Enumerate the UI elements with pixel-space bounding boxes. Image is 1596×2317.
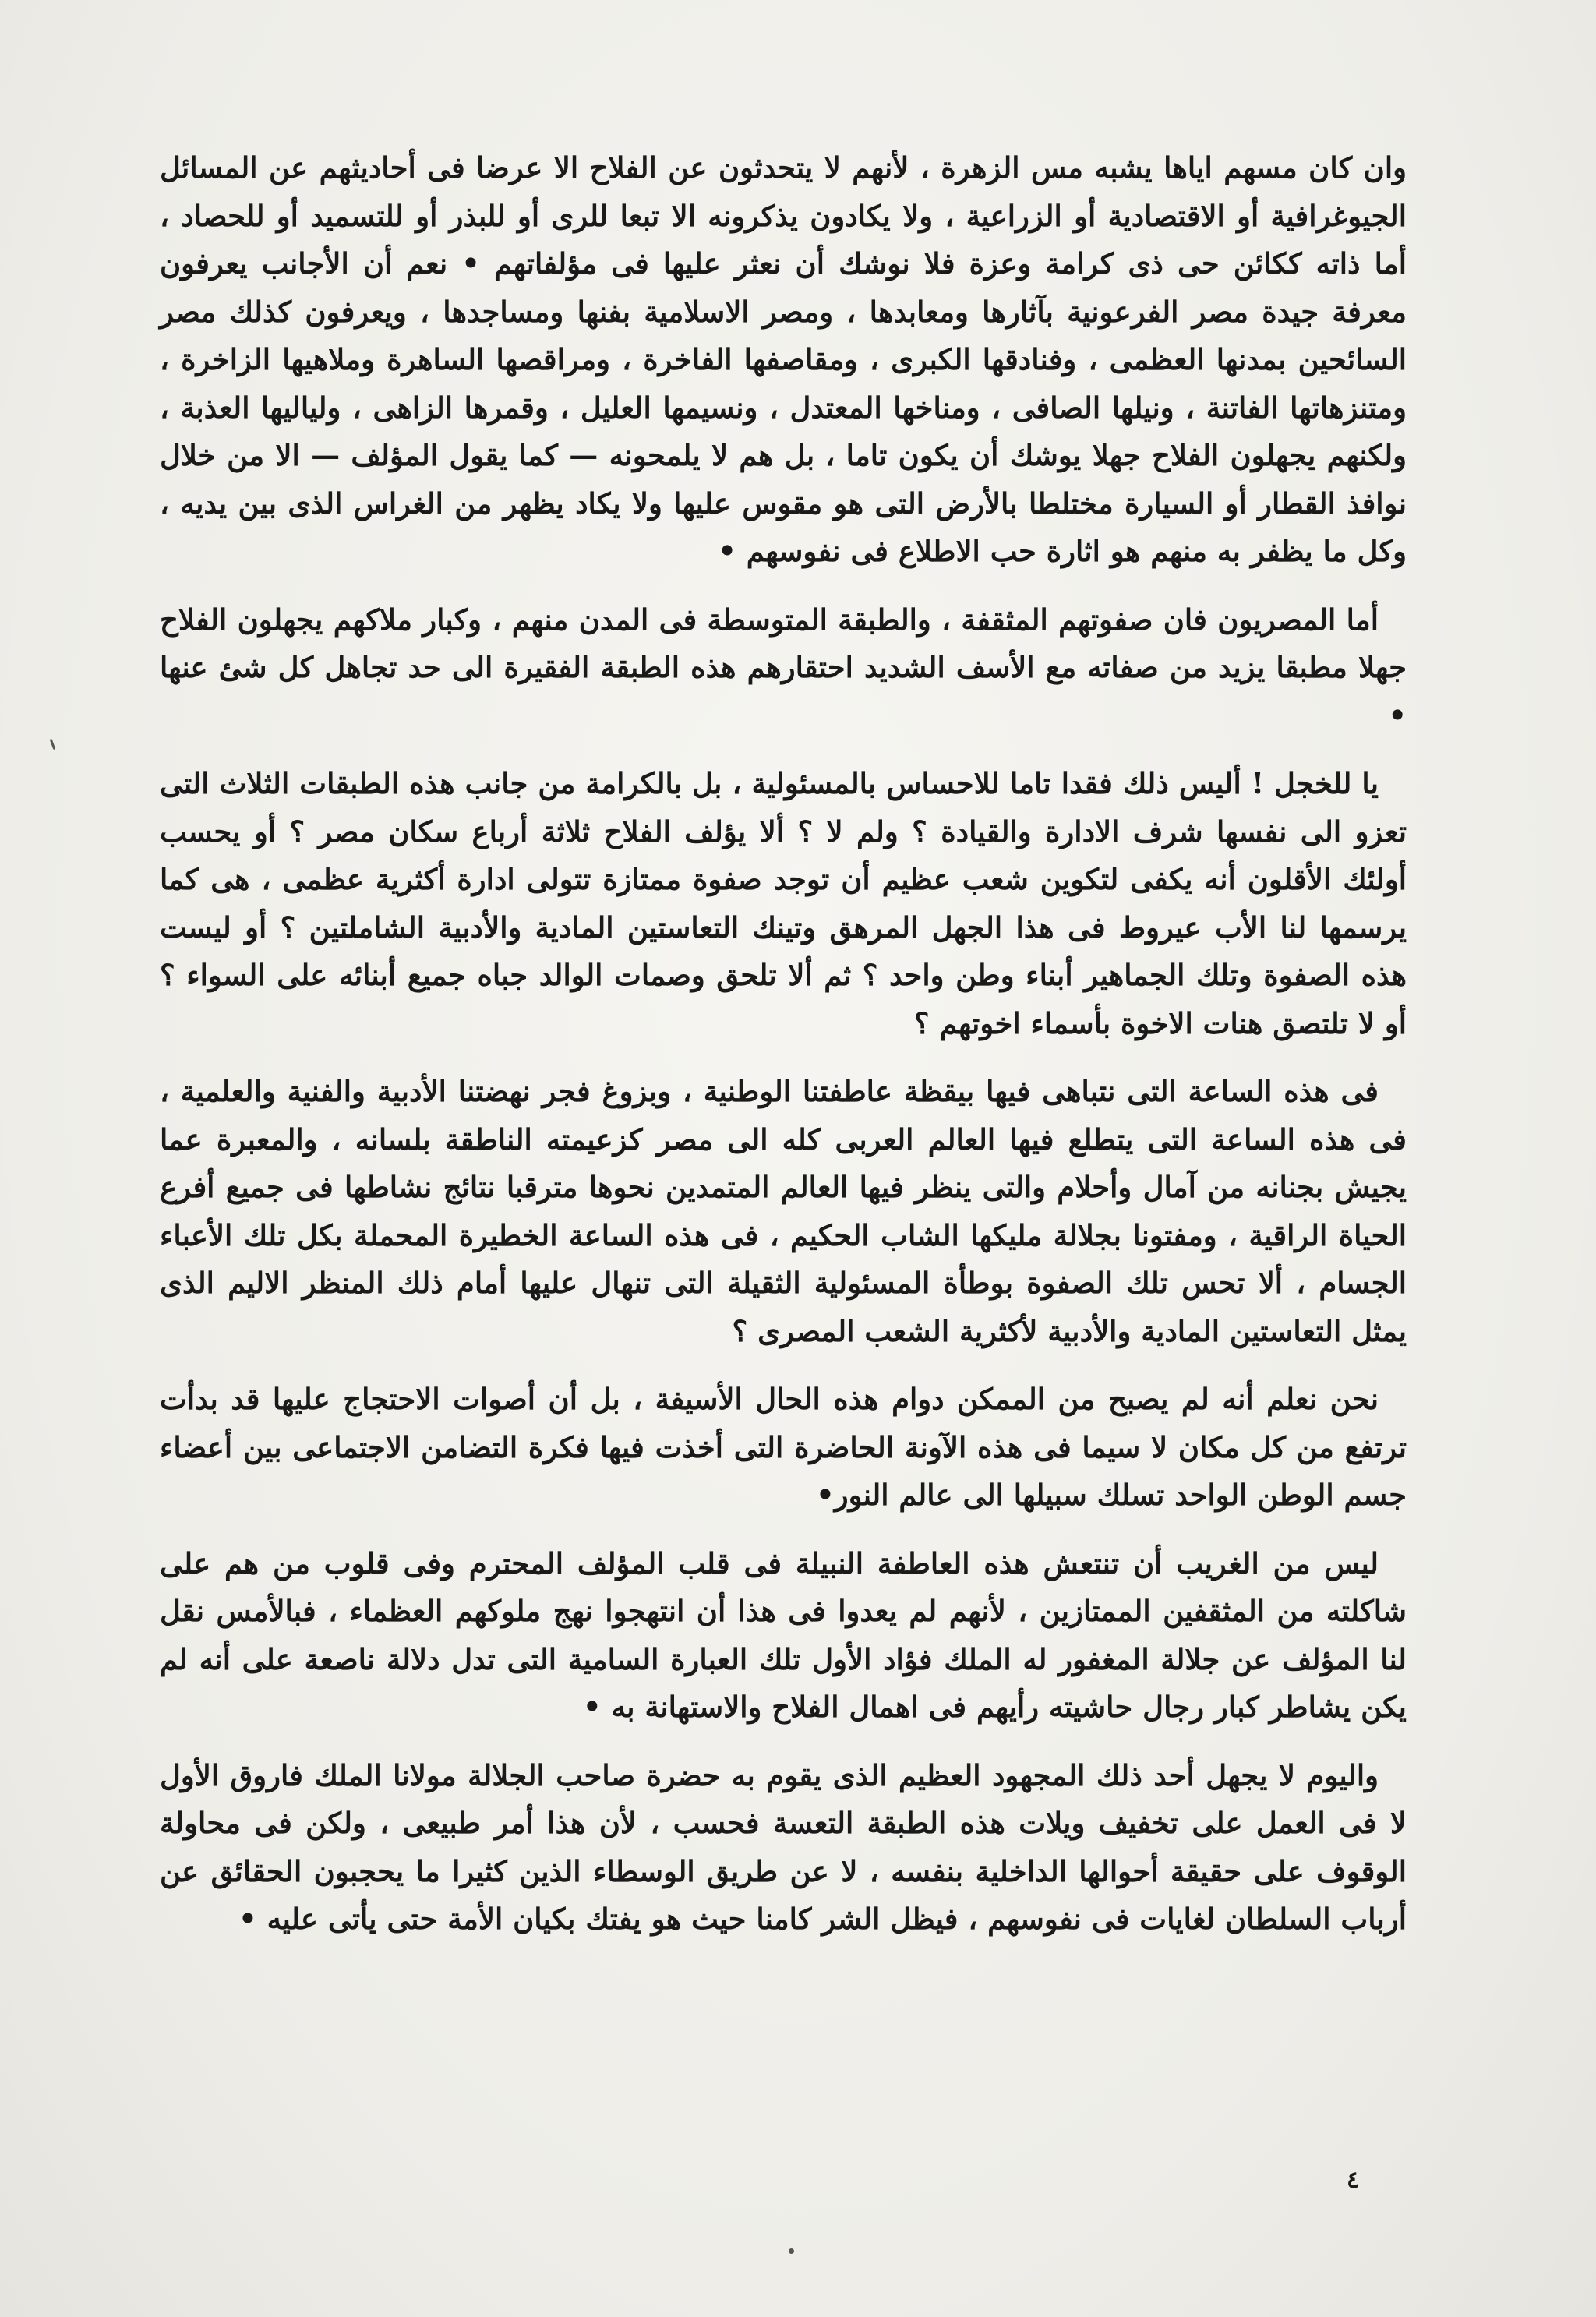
paragraph-3: يا للخجل ! أليس ذلك فقدا تاما للاحساس بالمسئولية ، بل بالكرامة من جانب هذه الطبقات الثلاث التى تعزو الى نفسها شرف الادارة والقيادة ؟ ولم لا ؟ ألا يؤلف الفلاح ثلاثة أرباع سكان مصر ؟ أو يحسب أولئك الأقلون أنه يكفى لتكوين شعب عظيم أن توجد صفوة ممتازة تتولى ادارة أكثرية عظمى ، هى كما يرسمها لنا الأب عيروط فى هذا الجهل المرهق وتينك التعاستين المادية والأدبية الشاملتين ؟ أو ليست هذه الصفوة وتلك الجماهير أبناء وطن واحد ؟ ثم ألا تلحق وصمات الوالد جباه جميع أبنائه على السواء ؟ أو لا تلتصق هنات الاخوة بأسماء اخوتهم ؟ bbox=[160, 766, 1407, 1040]
paragraph-6: ليس من الغريب أن تنتعش هذه العاطفة النبيلة فى قلب المؤلف المحترم وفى قلوب من هم على شاكلته من المثقفين الممتازين ، لأنهم لم يعدوا فى هذا أن انتهجوا نهج ملوكهم العظماء ، فبالأمس نقل لنا المؤلف عن جلالة المغفور له الملك فؤاد الأول تلك العبارة السامية التى تدل دلالة ناصعة على أنه لم يكن يشاطر كبار رجال حاشيته رأيهم فى اهمال الفلاح والاستهانة به • bbox=[160, 1545, 1407, 1724]
scan-speck bbox=[789, 2248, 794, 2254]
paragraph-7: واليوم لا يجهل أحد ذلك المجهود العظيم الذى يقوم به حضرة صاحب الجلالة مولانا الملك فاروق الأول لا فى العمل على تخفيف ويلات هذه الطبقة التعسة فحسب ، لأن هذا أمر طبيعى ، ولكن فى محاولة الوقوف على حقيقة أحوالها الداخلية بنفسه ، لا عن طريق الوسطاء الذين كثيرا ما يحجبون الحقائق عن أرباب السلطان لغايات فى نفوسهم ، فيظل الشر كامنا حيث هو يفتك بكيان الأمة حتى يأتى عليه • bbox=[160, 1757, 1407, 1936]
page-number: ٤ bbox=[1347, 2167, 1360, 2194]
scan-speck bbox=[50, 739, 56, 750]
paragraph-2: أما المصريون فان صفوتهم المثقفة ، والطبقة المتوسطة فى المدن منهم ، وكبار ملاكهم يجهلون الفلاح جهلا مطبقا يزيد من صفاته مع الأسف الشديد احتقارهم هذه الطبقة الفقيرة الى حد تجاهل كل شئ عنها • bbox=[160, 602, 1407, 733]
paragraph-4: فى هذه الساعة التى نتباهى فيها بيقظة عاطفتنا الوطنية ، وبزوغ فجر نهضتنا الأدبية والفنية والعلمية ، فى هذه الساعة التى يتطلع فيها العالم العربى كله الى مصر كزعيمته الناطقة بلسانه ، والمعبرة عما يجيش بجنانه من آمال وأحلام والتى ينظر فيها العالم المتمدين نحوها مترقبا نتائج نشاطها فى جميع أفرع الحياة الراقية ، ومفتونا بجلالة مليكها الشاب الحكيم ، فى هذه الساعة الخطيرة المحملة بكل تلك الأعباء الجسام ، ألا تحس تلك الصفوة بوطأة المسئولية الثقيلة التى تنهال عليها أمام ذلك المنظر الاليم الذى يمثل التعاستين المادية والأدبية لأكثرية الشعب المصرى ؟ bbox=[160, 1074, 1407, 1348]
body-text bbox=[160, 144, 1407, 1944]
paragraph-5: نحن نعلم أنه لم يصبح من الممكن دوام هذه الحال الأسيفة ، بل أن أصوات الاحتجاج عليها قد بدأت ترتفع من كل مكان لا سيما فى هذه الآونة الحاضرة التى أخذت فيها فكرة التضامن الاجتماعى بين أعضاء جسم الوطن الواحد تسلك سبيلها الى عالم النور• bbox=[160, 1382, 1407, 1512]
paragraph-1: وان كان مسهم اياها يشبه مس الزهرة ، لأنهم لا يتحدثون عن الفلاح الا عرضا فى أحاديثهم عن المسائل الجيوغرافية أو الاقتصادية أو الزراعية ، ولا يكادون يذكرونه الا تبعا للرى أو للبذر أو للتسميد أو للحصاد ، أما ذاته ككائن حى ذى كرامة وعزة فلا نوشك أن نعثر عليها فى مؤلفاتهم • نعم أن الأجانب يعرفون معرفة جيدة مصر الفرعونية بآثارها ومعابدها ، ومصر الاسلامية بفنها ومساجدها ، ويعرفون كذلك مصر السائحين بمدنها العظمى ، وفنادقها الكبرى ، ومقاصفها الفاخرة ، ومراقصها الساهرة وملاهيها الزاخرة ، ومتنزهاتها الفاتنة ، ونيلها الصافى ، ومناخها المعتدل ، ونسيمها العليل ، وقمرها الزاهى ، ولياليها العذبة ، ولكنهم يجهلون الفلاح جهلا يوشك أن يكون تاما ، بل هم لا يلمحونه — كما يقول المؤلف — الا من خلال نوافذ القطار أو السيارة مختلطا بالأرض التى هو مقوس عليها ولا يكاد يظهر من الغراس الذى بين يديه ، وكل ما يظفر به منهم هو اثارة حب الاطلاع فى نفوسهم • bbox=[160, 150, 1407, 568]
